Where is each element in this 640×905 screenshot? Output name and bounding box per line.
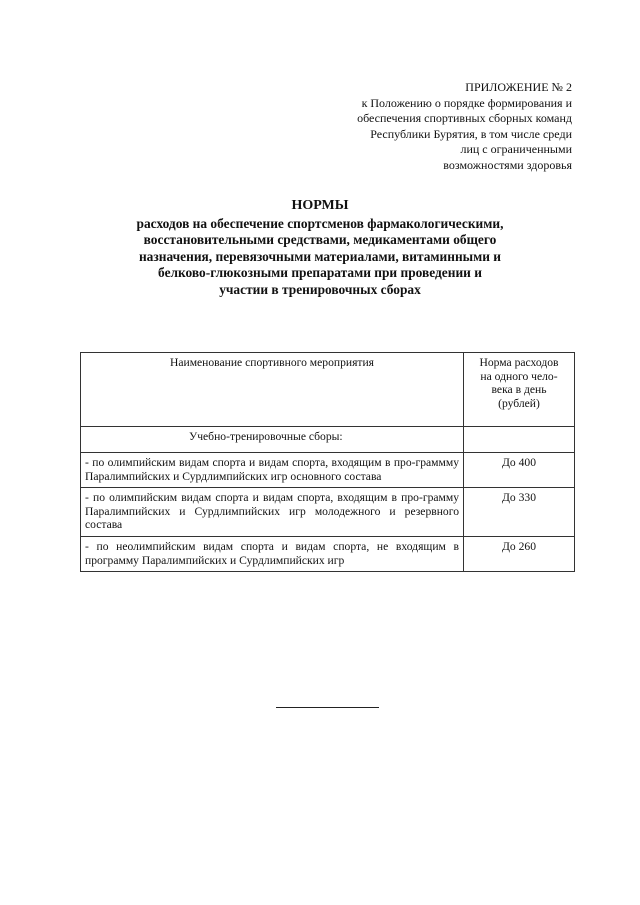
table-row — [81, 488, 575, 537]
table-row — [81, 453, 575, 488]
row-value: До 260 — [464, 536, 575, 571]
row-description: - по олимпийским видам спорта и видам спорта, входящим в про-грамму Паралимпийских и Сурдлимпийских игр молодежного и резервного состава — [81, 488, 464, 537]
header-norm-line: на одного чело- — [480, 369, 558, 383]
row-value: До 400 — [464, 453, 575, 488]
title-heading: НОРМЫ — [291, 198, 349, 213]
table-section-row — [81, 427, 575, 453]
appendix-line: лиц с ограниченными — [460, 142, 572, 156]
appendix-line: обеспечения спортивных сборных команд — [357, 111, 572, 125]
table-header-row — [81, 353, 575, 427]
title-line: белково-глюкозными препаратами при проведении и — [158, 265, 482, 281]
section-label: Учебно-тренировочные сборы: — [81, 427, 464, 453]
title-line: восстановительными средствами, медикаментами общего — [143, 232, 497, 248]
header-norm — [464, 353, 575, 427]
title-line: назначения, перевязочными материалами, витаминными и — [138, 248, 502, 264]
appendix-label: ПРИЛОЖЕНИЕ № 2 — [465, 80, 572, 94]
title-line: участии в тренировочных сборах — [219, 281, 421, 297]
closing-rule — [276, 707, 379, 708]
header-norm-line: (рублей) — [498, 396, 540, 410]
document-title — [90, 198, 550, 299]
appendix-line: возможностями здоровья — [443, 157, 572, 172]
appendix-reference — [312, 80, 572, 173]
header-norm-line: Норма расходов — [479, 356, 559, 369]
header-event: Наименование спортивного мероприятия — [81, 353, 464, 427]
appendix-line: Республики Бурятия, в том числе среди — [370, 126, 572, 141]
row-value: До 330 — [464, 488, 575, 537]
norms-table — [80, 352, 575, 572]
table-row — [81, 536, 575, 571]
row-description: - по неолимпийским видам спорта и видам спорта, не входящим в программу Паралимпийских и Сурдлимпийских игр — [81, 536, 464, 571]
header-norm-line: века в день — [491, 383, 547, 397]
appendix-line: к Положению о порядке формирования и — [361, 95, 572, 110]
section-empty-cell — [464, 427, 575, 453]
title-line: расходов на обеспечение спортсменов фармакологическими, — [136, 215, 504, 231]
row-description: - по олимпийским видам спорта и видам спорта, входящим в про-граммму Паралимпийских и Сурдлимпийских игр основного состава — [81, 453, 464, 488]
